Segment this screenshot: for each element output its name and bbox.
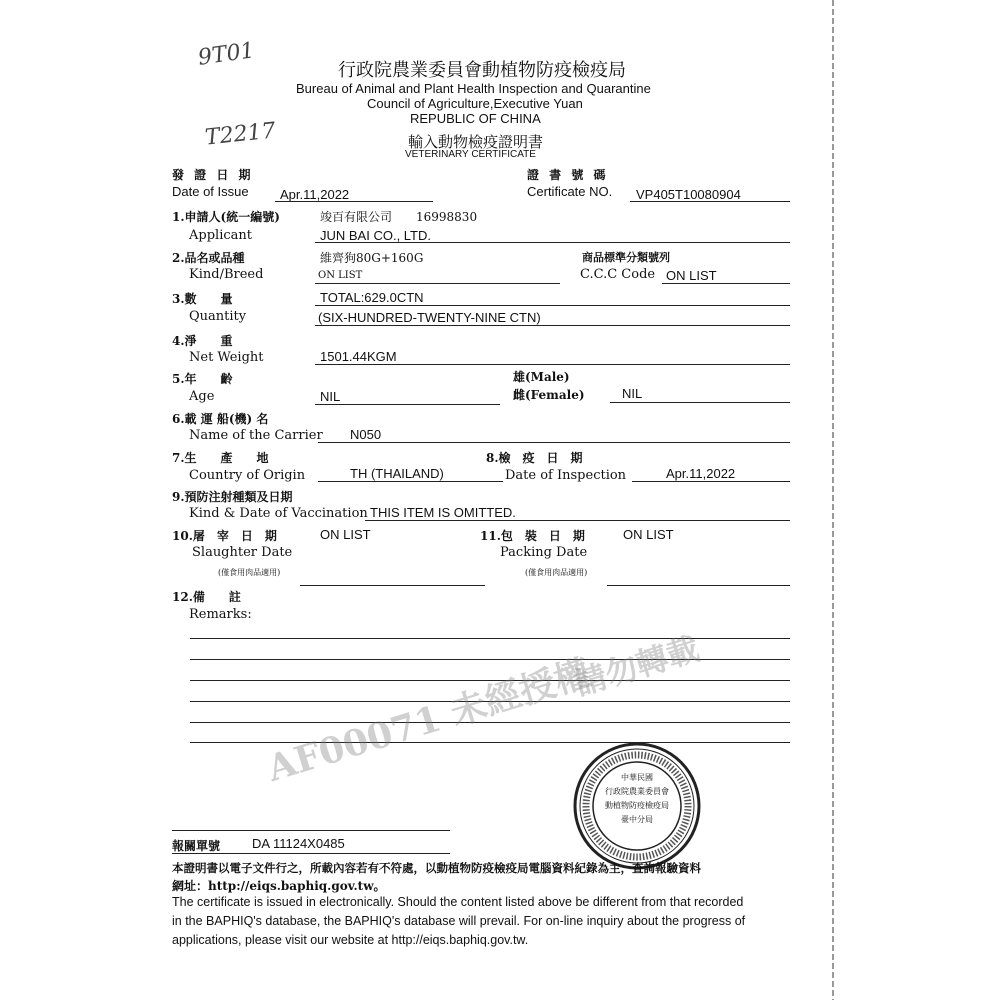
origin-label-en: Country of Origin [189,468,306,483]
slaughter-note: (僅食用肉品適用) [218,568,281,577]
quantity-label-en: Quantity [189,309,247,324]
header-en2: Council of Agriculture,Executive Yuan [367,96,583,111]
certno-label-zh: 證 書 號 碼 [527,168,609,182]
packing-value: ON LIST [623,527,674,542]
weight-value: 1501.44KGM [320,349,397,364]
seal-line-1: 中華民國 [621,773,653,782]
inspection-label-en: Date of Inspection [505,468,627,483]
footer-en-2: in the BAPHIQ's database, the BAPHIQ's database will prevail. For on-line inquiry about the progress of [172,914,746,928]
official-seal [573,742,701,870]
carrier-value: N050 [350,427,382,442]
age-label-en: Age [189,389,215,404]
issue-label-zh: 發 證 日 期 [172,168,254,182]
quantity-label-zh: 3.數 量 [172,292,233,306]
age-female-label: 雌(Female) [513,388,585,402]
footer-zh-2: 網址：http://eiqs.baphiq.gov.tw。 [172,879,386,893]
vaccination-value: THIS ITEM IS OMITTED. [370,505,516,520]
slaughter-value: ON LIST [320,527,371,542]
header-en1: Bureau of Animal and Plant Health Inspection and Quarantine [296,81,651,96]
kind-label-en: Kind/Breed [189,267,264,282]
applicant-label-zh: 1.申請人(統一編號) [172,210,280,224]
carrier-label-zh: 6.載 運 船(機) 名 [172,412,269,426]
vaccination-label-zh: 9.預防注射種類及日期 [172,490,293,504]
certno-label-en: Certificate NO. [527,184,613,199]
header-zh: 行政院農業委員會動植物防疫檢疫局 [338,60,626,81]
packing-label-en: Packing Date [500,545,588,560]
customs-value: DA 11124X0485 [252,836,345,851]
packing-note: (僅食用肉品適用) [525,568,588,577]
footer-zh-1: 本證明書以電子文件行之，所載內容若有不符處，以動植物防疫檢疫局電腦資料紀錄為主，查詢報驗資料 [172,861,701,875]
remarks-label-en: Remarks: [189,607,252,622]
slaughter-label-en: Slaughter Date [192,545,293,560]
quantity-value2: (SIX-HUNDRED-TWENTY-NINE CTN) [318,310,541,325]
scan-edge [832,0,834,1000]
applicant-value-zh: 竣百有限公司 16998830 [320,210,478,224]
applicant-label-en: Applicant [189,228,252,243]
footer-en-3: applications, please visit our website at http://eiqs.baphiq.gov.tw. [172,933,529,947]
title-zh: 輸入動物檢疫證明書 [408,133,544,151]
inspection-value: Apr.11,2022 [666,466,736,481]
footer-en-1: The certificate is issued in electronically. Should the content listed above be different from that recorded [172,895,744,909]
vaccination-label-en: Kind & Date of Vaccination [189,506,368,521]
ccc-value: ON LIST [666,268,717,283]
header-en3: REPUBLIC OF CHINA [410,111,541,126]
kind-label-zh: 2.品名或品種 [172,251,245,265]
seal-line-2: 行政院農業委員會 [605,787,669,796]
weight-label-zh: 4.淨 重 [172,334,233,348]
ccc-label-zh: 商品標準分類號列 [582,251,670,264]
age-label-zh: 5.年 齡 [172,372,233,386]
applicant-value-en: JUN BAI CO., LTD. [320,228,431,243]
kind-value-zh: 維齊狗80G+160G [320,251,424,265]
customs-label: 報關單號 [172,839,221,853]
age-value: NIL [320,389,341,404]
handwritten-note-top: 9T01 [196,38,257,71]
handwritten-note-mid: T2217 [203,118,277,151]
weight-label-en: Net Weight [189,350,264,365]
remarks-label-zh: 12.備 註 [172,590,241,604]
watermark-text-2: 請勿轉載 [570,629,704,704]
issue-value: Apr.11,2022 [280,187,350,202]
packing-label-zh: 11.包 裝 日 期 [480,529,585,543]
watermark-text-1: AF00071 未經授權 [262,651,596,790]
origin-label-zh: 7.生 產 地 [172,451,269,465]
quantity-value1: TOTAL:629.0CTN [320,290,424,305]
age-female-value: NIL [622,386,643,401]
inspection-label-zh: 8.檢 疫 日 期 [486,451,583,465]
origin-value: TH (THAILAND) [350,466,444,481]
seal-line-3: 動植物防疫檢疫局 [605,801,669,810]
age-male-label: 雄(Male) [513,370,570,384]
ccc-label-en: C.C.C Code [580,267,656,282]
certno-value: VP405T10080904 [636,187,741,202]
issue-label-en: Date of Issue [172,184,249,199]
seal-line-4: 臺中分局 [621,815,653,824]
title-en: VETERINARY CERTIFICATE [405,149,536,160]
slaughter-label-zh: 10.屠 宰 日 期 [172,529,277,543]
kind-value: ON LIST [318,270,363,281]
carrier-label-en: Name of the Carrier [189,428,323,443]
